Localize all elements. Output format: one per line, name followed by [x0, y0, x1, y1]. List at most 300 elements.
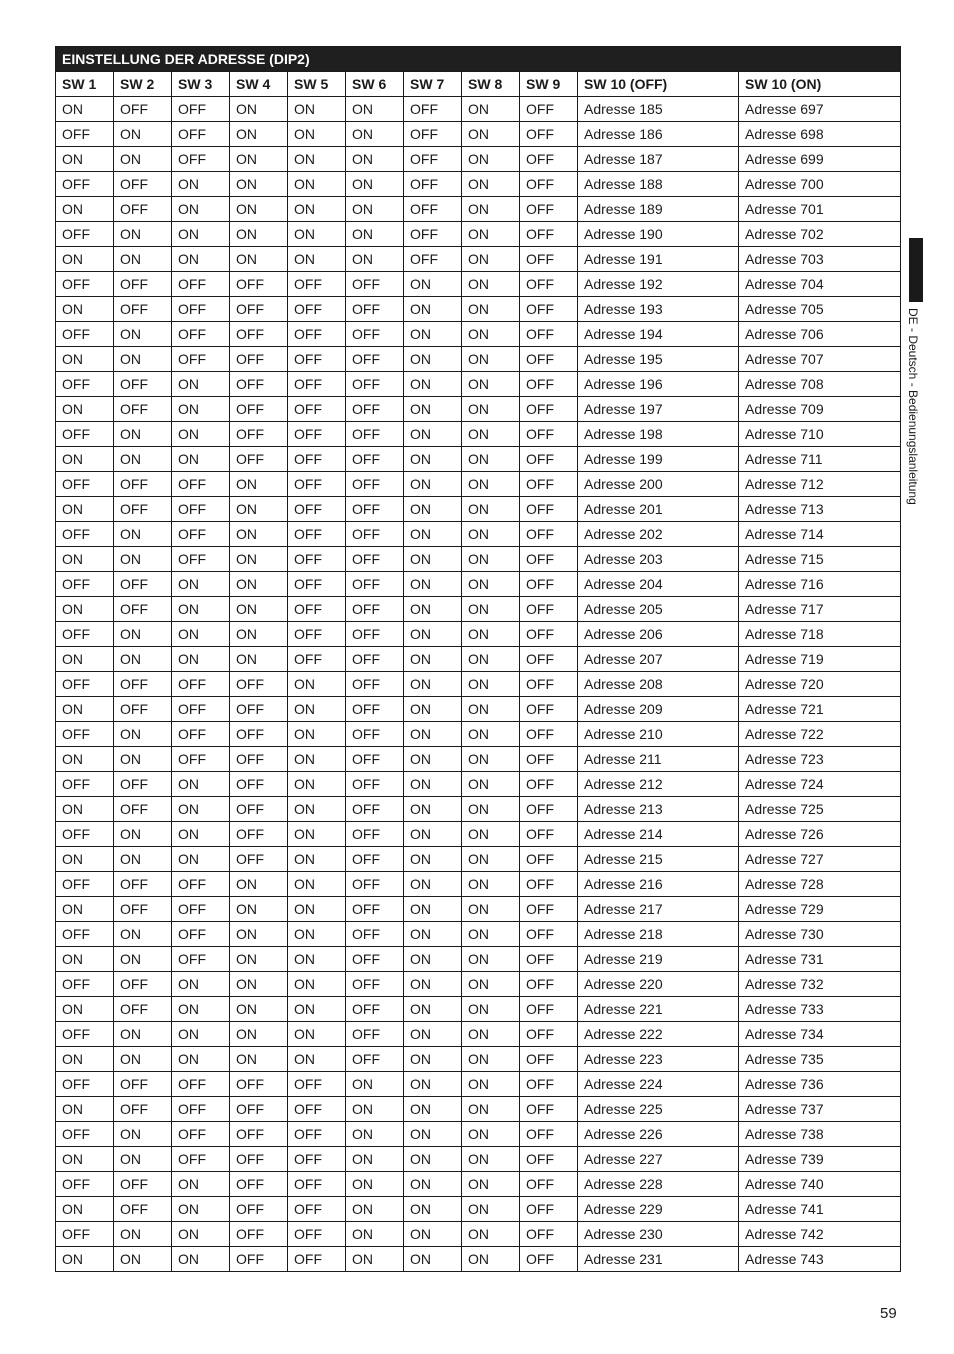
switch-state-cell: OFF — [520, 347, 578, 372]
switch-state-cell: ON — [172, 1222, 230, 1247]
address-cell: Adresse 734 — [739, 1022, 901, 1047]
switch-state-cell: ON — [462, 1147, 520, 1172]
switch-state-cell: OFF — [172, 297, 230, 322]
address-cell: Adresse 699 — [739, 147, 901, 172]
address-cell: Adresse 205 — [578, 597, 739, 622]
switch-state-cell: ON — [346, 122, 404, 147]
switch-state-cell: OFF — [520, 847, 578, 872]
address-cell: Adresse 217 — [578, 897, 739, 922]
switch-state-cell: ON — [114, 722, 172, 747]
address-cell: Adresse 201 — [578, 497, 739, 522]
switch-state-cell: ON — [462, 797, 520, 822]
switch-state-cell: ON — [56, 1247, 114, 1272]
switch-state-cell: OFF — [56, 672, 114, 697]
switch-state-cell: OFF — [56, 122, 114, 147]
switch-state-cell: ON — [56, 1147, 114, 1172]
switch-state-cell: OFF — [230, 422, 288, 447]
switch-state-cell: OFF — [520, 447, 578, 472]
switch-state-cell: OFF — [520, 872, 578, 897]
switch-state-cell: OFF — [346, 1022, 404, 1047]
switch-state-cell: ON — [404, 322, 462, 347]
switch-state-cell: OFF — [56, 772, 114, 797]
address-cell: Adresse 704 — [739, 272, 901, 297]
switch-state-cell: ON — [462, 722, 520, 747]
switch-state-cell: ON — [114, 1147, 172, 1172]
switch-state-cell: ON — [404, 572, 462, 597]
switch-state-cell: ON — [56, 997, 114, 1022]
table-row — [56, 1222, 901, 1247]
switch-state-cell: ON — [404, 472, 462, 497]
table-row — [56, 97, 901, 122]
switch-state-cell: ON — [462, 872, 520, 897]
switch-state-cell: ON — [172, 822, 230, 847]
switch-state-cell: ON — [462, 547, 520, 572]
switch-state-cell: OFF — [346, 972, 404, 997]
address-cell: Adresse 737 — [739, 1097, 901, 1122]
switch-state-cell: ON — [172, 772, 230, 797]
switch-state-cell: OFF — [346, 747, 404, 772]
column-header: SW 10 (ON) — [739, 72, 901, 97]
switch-state-cell: ON — [404, 547, 462, 572]
switch-state-cell: ON — [404, 747, 462, 772]
switch-state-cell: OFF — [114, 472, 172, 497]
switch-state-cell: OFF — [230, 347, 288, 372]
switch-state-cell: ON — [56, 447, 114, 472]
switch-state-cell: ON — [172, 372, 230, 397]
address-cell: Adresse 193 — [578, 297, 739, 322]
switch-state-cell: ON — [462, 1047, 520, 1072]
switch-state-cell: OFF — [114, 272, 172, 297]
switch-state-cell: ON — [230, 1022, 288, 1047]
switch-state-cell: OFF — [114, 672, 172, 697]
address-cell: Adresse 200 — [578, 472, 739, 497]
switch-state-cell: OFF — [172, 497, 230, 522]
switch-state-cell: OFF — [520, 1047, 578, 1072]
switch-state-cell: ON — [404, 822, 462, 847]
address-cell: Adresse 733 — [739, 997, 901, 1022]
table-row — [56, 847, 901, 872]
address-cell: Adresse 208 — [578, 672, 739, 697]
switch-state-cell: OFF — [346, 447, 404, 472]
switch-state-cell: OFF — [520, 647, 578, 672]
switch-state-cell: OFF — [346, 397, 404, 422]
switch-state-cell: ON — [404, 1222, 462, 1247]
switch-state-cell: ON — [56, 1097, 114, 1122]
switch-state-cell: OFF — [230, 1122, 288, 1147]
switch-state-cell: ON — [56, 747, 114, 772]
switch-state-cell: ON — [404, 1172, 462, 1197]
address-cell: Adresse 229 — [578, 1197, 739, 1222]
switch-state-cell: OFF — [404, 247, 462, 272]
switch-state-cell: ON — [56, 347, 114, 372]
address-cell: Adresse 189 — [578, 197, 739, 222]
switch-state-cell: ON — [56, 647, 114, 672]
address-cell: Adresse 186 — [578, 122, 739, 147]
address-cell: Adresse 191 — [578, 247, 739, 272]
table-row — [56, 972, 901, 997]
switch-state-cell: OFF — [114, 1097, 172, 1122]
switch-state-cell: OFF — [520, 1072, 578, 1097]
switch-state-cell: OFF — [520, 772, 578, 797]
address-cell: Adresse 231 — [578, 1247, 739, 1272]
switch-state-cell: ON — [404, 272, 462, 297]
switch-state-cell: ON — [172, 447, 230, 472]
switch-state-cell: ON — [114, 847, 172, 872]
switch-state-cell: ON — [114, 647, 172, 672]
switch-state-cell: OFF — [114, 297, 172, 322]
address-cell: Adresse 223 — [578, 1047, 739, 1072]
switch-state-cell: OFF — [172, 697, 230, 722]
switch-state-cell: OFF — [56, 272, 114, 297]
switch-state-cell: OFF — [520, 1147, 578, 1172]
switch-state-cell: OFF — [56, 1072, 114, 1097]
switch-state-cell: OFF — [288, 447, 346, 472]
switch-state-cell: OFF — [172, 1147, 230, 1172]
switch-state-cell: ON — [288, 797, 346, 822]
switch-state-cell: ON — [462, 672, 520, 697]
address-cell: Adresse 719 — [739, 647, 901, 672]
switch-state-cell: ON — [172, 1047, 230, 1072]
switch-state-cell: ON — [230, 972, 288, 997]
switch-state-cell: ON — [172, 197, 230, 222]
switch-state-cell: ON — [114, 1047, 172, 1072]
switch-state-cell: ON — [230, 247, 288, 272]
address-cell: Adresse 702 — [739, 222, 901, 247]
switch-state-cell: ON — [462, 1222, 520, 1247]
switch-state-cell: ON — [404, 922, 462, 947]
switch-state-cell: OFF — [520, 1172, 578, 1197]
switch-state-cell: ON — [172, 1022, 230, 1047]
switch-state-cell: OFF — [520, 1247, 578, 1272]
switch-state-cell: ON — [346, 197, 404, 222]
column-header: SW 4 — [230, 72, 288, 97]
address-cell: Adresse 228 — [578, 1172, 739, 1197]
switch-state-cell: OFF — [230, 1197, 288, 1222]
table-row — [56, 697, 901, 722]
switch-state-cell: ON — [230, 172, 288, 197]
switch-state-cell: OFF — [172, 147, 230, 172]
switch-state-cell: OFF — [114, 697, 172, 722]
switch-state-cell: OFF — [404, 197, 462, 222]
table-row — [56, 1172, 901, 1197]
switch-state-cell: ON — [404, 797, 462, 822]
switch-state-cell: OFF — [172, 897, 230, 922]
table-row — [56, 1247, 901, 1272]
switch-state-cell: OFF — [520, 897, 578, 922]
switch-state-cell: OFF — [346, 472, 404, 497]
switch-state-cell: OFF — [520, 247, 578, 272]
table-row — [56, 597, 901, 622]
switch-state-cell: OFF — [56, 1222, 114, 1247]
switch-state-cell: OFF — [520, 622, 578, 647]
address-cell: Adresse 206 — [578, 622, 739, 647]
address-cell: Adresse 706 — [739, 322, 901, 347]
address-cell: Adresse 723 — [739, 747, 901, 772]
switch-state-cell: OFF — [520, 322, 578, 347]
address-cell: Adresse 718 — [739, 622, 901, 647]
address-cell: Adresse 721 — [739, 697, 901, 722]
switch-state-cell: OFF — [172, 547, 230, 572]
switch-state-cell: OFF — [520, 922, 578, 947]
switch-state-cell: OFF — [172, 747, 230, 772]
table-row — [56, 397, 901, 422]
switch-state-cell: OFF — [230, 697, 288, 722]
switch-state-cell: ON — [404, 1097, 462, 1122]
switch-state-cell: OFF — [346, 922, 404, 947]
switch-state-cell: OFF — [346, 647, 404, 672]
switch-state-cell: OFF — [288, 1247, 346, 1272]
switch-state-cell: OFF — [288, 1172, 346, 1197]
switch-state-cell: ON — [56, 147, 114, 172]
switch-state-cell: ON — [462, 597, 520, 622]
switch-state-cell: ON — [172, 997, 230, 1022]
switch-state-cell: OFF — [172, 872, 230, 897]
switch-state-cell: ON — [172, 597, 230, 622]
switch-state-cell: ON — [462, 422, 520, 447]
switch-state-cell: OFF — [114, 797, 172, 822]
switch-state-cell: OFF — [520, 947, 578, 972]
side-tab-marker — [909, 238, 923, 302]
switch-state-cell: ON — [114, 422, 172, 447]
address-cell: Adresse 717 — [739, 597, 901, 622]
switch-state-cell: ON — [172, 397, 230, 422]
switch-state-cell: ON — [462, 147, 520, 172]
switch-state-cell: OFF — [172, 1122, 230, 1147]
table-row — [56, 122, 901, 147]
switch-state-cell: OFF — [172, 947, 230, 972]
switch-state-cell: ON — [404, 397, 462, 422]
table-row — [56, 872, 901, 897]
switch-state-cell: OFF — [56, 422, 114, 447]
switch-state-cell: ON — [230, 622, 288, 647]
table-row — [56, 772, 901, 797]
switch-state-cell: OFF — [288, 497, 346, 522]
switch-state-cell: OFF — [346, 847, 404, 872]
switch-state-cell: ON — [230, 897, 288, 922]
switch-state-cell: ON — [288, 997, 346, 1022]
switch-state-cell: ON — [172, 1197, 230, 1222]
switch-state-cell: ON — [56, 947, 114, 972]
switch-state-cell: ON — [462, 97, 520, 122]
switch-state-cell: ON — [404, 447, 462, 472]
switch-state-cell: OFF — [230, 272, 288, 297]
switch-state-cell: OFF — [114, 1197, 172, 1222]
table-row — [56, 722, 901, 747]
switch-state-cell: OFF — [56, 222, 114, 247]
switch-state-cell: ON — [462, 747, 520, 772]
switch-state-cell: ON — [462, 222, 520, 247]
table-row — [56, 747, 901, 772]
switch-state-cell: OFF — [172, 322, 230, 347]
table-row — [56, 447, 901, 472]
switch-state-cell: ON — [346, 1072, 404, 1097]
switch-state-cell: ON — [346, 1122, 404, 1147]
address-cell: Adresse 209 — [578, 697, 739, 722]
table-row — [56, 347, 901, 372]
switch-state-cell: ON — [462, 1247, 520, 1272]
page-number: 59 — [880, 1305, 897, 1322]
switch-state-cell: ON — [172, 622, 230, 647]
switch-state-cell: OFF — [520, 497, 578, 522]
switch-state-cell: ON — [288, 222, 346, 247]
switch-state-cell: ON — [56, 597, 114, 622]
switch-state-cell: ON — [462, 1172, 520, 1197]
switch-state-cell: OFF — [288, 1222, 346, 1247]
switch-state-cell: OFF — [520, 697, 578, 722]
switch-state-cell: OFF — [288, 1147, 346, 1172]
switch-state-cell: OFF — [230, 1172, 288, 1197]
switch-state-cell: OFF — [346, 572, 404, 597]
switch-state-cell: ON — [288, 672, 346, 697]
switch-state-cell: ON — [288, 122, 346, 147]
switch-state-cell: OFF — [114, 97, 172, 122]
switch-state-cell: OFF — [172, 272, 230, 297]
address-cell: Adresse 731 — [739, 947, 901, 972]
switch-state-cell: ON — [56, 397, 114, 422]
switch-state-cell: ON — [462, 447, 520, 472]
switch-state-cell: OFF — [230, 847, 288, 872]
switch-state-cell: ON — [114, 522, 172, 547]
switch-state-cell: OFF — [520, 1222, 578, 1247]
switch-state-cell: ON — [462, 772, 520, 797]
table-row — [56, 272, 901, 297]
switch-state-cell: OFF — [288, 1072, 346, 1097]
table-row — [56, 172, 901, 197]
address-cell: Adresse 194 — [578, 322, 739, 347]
switch-state-cell: ON — [172, 847, 230, 872]
switch-state-cell: OFF — [520, 672, 578, 697]
switch-state-cell: OFF — [172, 722, 230, 747]
switch-state-cell: ON — [230, 222, 288, 247]
table-row — [56, 372, 901, 397]
switch-state-cell: ON — [114, 147, 172, 172]
switch-state-cell: OFF — [520, 97, 578, 122]
column-header: SW 10 (OFF) — [578, 72, 739, 97]
switch-state-cell: OFF — [520, 1197, 578, 1222]
table-title-row — [56, 47, 901, 72]
address-cell: Adresse 215 — [578, 847, 739, 872]
address-cell: Adresse 197 — [578, 397, 739, 422]
switch-state-cell: OFF — [56, 1172, 114, 1197]
switch-state-cell: ON — [404, 972, 462, 997]
address-cell: Adresse 204 — [578, 572, 739, 597]
address-cell: Adresse 716 — [739, 572, 901, 597]
switch-state-cell: OFF — [346, 622, 404, 647]
table-header-row — [56, 72, 901, 97]
switch-state-cell: ON — [462, 572, 520, 597]
address-cell: Adresse 743 — [739, 1247, 901, 1272]
address-cell: Adresse 225 — [578, 1097, 739, 1122]
switch-state-cell: OFF — [288, 372, 346, 397]
switch-state-cell: OFF — [230, 722, 288, 747]
table-row — [56, 497, 901, 522]
switch-state-cell: ON — [404, 1122, 462, 1147]
switch-state-cell: ON — [404, 1022, 462, 1047]
address-cell: Adresse 730 — [739, 922, 901, 947]
switch-state-cell: ON — [288, 97, 346, 122]
switch-state-cell: OFF — [520, 1097, 578, 1122]
table-row — [56, 947, 901, 972]
switch-state-cell: OFF — [346, 297, 404, 322]
switch-state-cell: ON — [404, 847, 462, 872]
switch-state-cell: ON — [56, 897, 114, 922]
switch-state-cell: ON — [462, 372, 520, 397]
table-row — [56, 547, 901, 572]
switch-state-cell: ON — [230, 872, 288, 897]
switch-state-cell: OFF — [520, 722, 578, 747]
switch-state-cell: OFF — [230, 747, 288, 772]
switch-state-cell: ON — [114, 447, 172, 472]
column-header: SW 2 — [114, 72, 172, 97]
switch-state-cell: ON — [462, 1122, 520, 1147]
address-cell: Adresse 187 — [578, 147, 739, 172]
switch-state-cell: ON — [288, 1022, 346, 1047]
switch-state-cell: ON — [56, 1047, 114, 1072]
switch-state-cell: ON — [404, 597, 462, 622]
switch-state-cell: ON — [462, 522, 520, 547]
switch-state-cell: OFF — [230, 822, 288, 847]
switch-state-cell: OFF — [346, 672, 404, 697]
switch-state-cell: OFF — [172, 522, 230, 547]
table-row — [56, 622, 901, 647]
switch-state-cell: OFF — [114, 497, 172, 522]
address-cell: Adresse 220 — [578, 972, 739, 997]
switch-state-cell: ON — [404, 1147, 462, 1172]
switch-state-cell: OFF — [520, 547, 578, 572]
address-cell: Adresse 190 — [578, 222, 739, 247]
switch-state-cell: OFF — [230, 1247, 288, 1272]
address-cell: Adresse 736 — [739, 1072, 901, 1097]
switch-state-cell: OFF — [346, 547, 404, 572]
table-row — [56, 472, 901, 497]
address-cell: Adresse 742 — [739, 1222, 901, 1247]
address-cell: Adresse 700 — [739, 172, 901, 197]
switch-state-cell: ON — [404, 522, 462, 547]
switch-state-cell: OFF — [56, 972, 114, 997]
switch-state-cell: ON — [462, 322, 520, 347]
address-cell: Adresse 218 — [578, 922, 739, 947]
switch-state-cell: OFF — [172, 472, 230, 497]
switch-state-cell: OFF — [288, 347, 346, 372]
switch-state-cell: OFF — [288, 622, 346, 647]
switch-state-cell: ON — [404, 497, 462, 522]
column-header: SW 7 — [404, 72, 462, 97]
switch-state-cell: ON — [56, 547, 114, 572]
switch-state-cell: ON — [288, 772, 346, 797]
switch-state-cell: OFF — [56, 172, 114, 197]
switch-state-cell: OFF — [520, 747, 578, 772]
switch-state-cell: OFF — [520, 297, 578, 322]
switch-state-cell: OFF — [172, 922, 230, 947]
switch-state-cell: OFF — [346, 772, 404, 797]
address-table — [55, 46, 901, 1272]
table-row — [56, 797, 901, 822]
switch-state-cell: ON — [114, 347, 172, 372]
address-cell: Adresse 203 — [578, 547, 739, 572]
switch-state-cell: ON — [172, 797, 230, 822]
switch-state-cell: ON — [56, 497, 114, 522]
switch-state-cell: OFF — [230, 372, 288, 397]
switch-state-cell: OFF — [56, 522, 114, 547]
switch-state-cell: OFF — [114, 1072, 172, 1097]
switch-state-cell: ON — [462, 947, 520, 972]
address-cell: Adresse 698 — [739, 122, 901, 147]
switch-state-cell: ON — [404, 372, 462, 397]
switch-state-cell: ON — [462, 922, 520, 947]
switch-state-cell: OFF — [346, 272, 404, 297]
switch-state-cell: OFF — [56, 872, 114, 897]
switch-state-cell: ON — [288, 722, 346, 747]
